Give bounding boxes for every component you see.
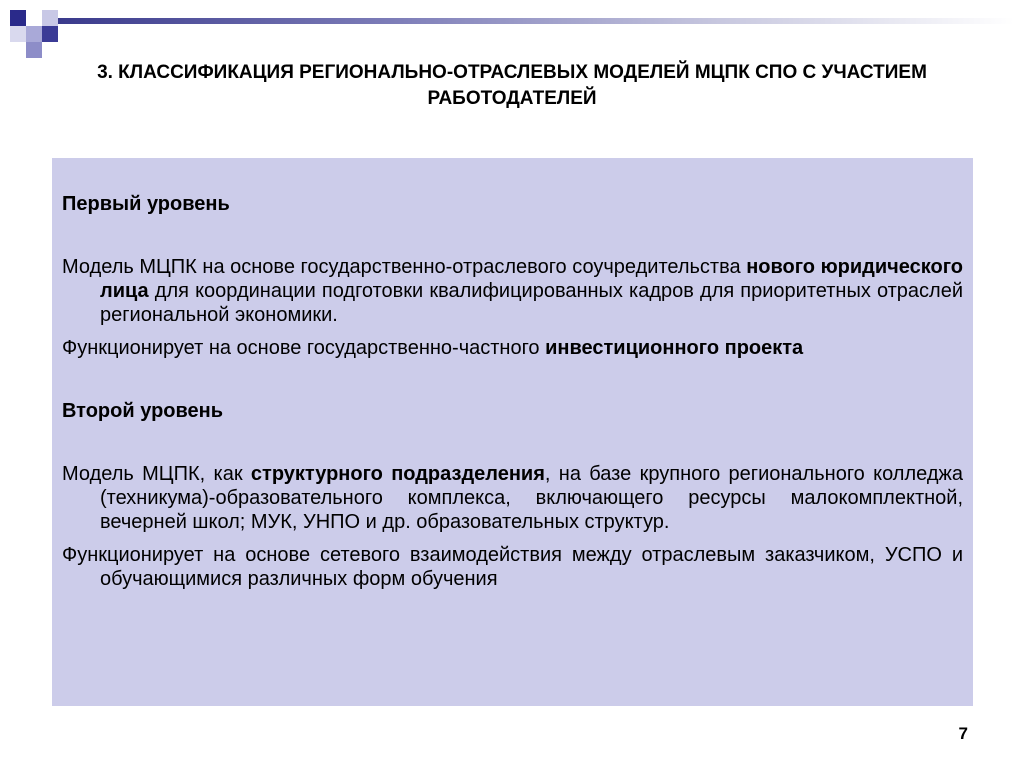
decor-square xyxy=(26,26,42,42)
decor-square xyxy=(26,42,42,58)
slide-title: 3. КЛАССИФИКАЦИЯ РЕГИОНАЛЬНО-ОТРАСЛЕВЫХ МОДЕЛЕЙ МЦПК СПО С УЧАСТИЕМ РАБОТОДАТЕЛЕЙ xyxy=(97,62,927,109)
header-gradient-bar xyxy=(58,18,1014,24)
decor-square xyxy=(10,10,26,26)
level2-paragraph-1: Модель МЦПК, как структурного подразделения, на базе крупного регионального колледжа (техникума)-образовательного комплекса, включающего ресурсы малокомплектной, вечерней школ; МУК, УНПО и др. образовательных структур. xyxy=(62,463,963,533)
decor-square xyxy=(10,26,26,42)
level1-paragraph-1: Модель МЦПК на основе государственно-отраслевого соучредительства нового юридического лица для координации подготовки квалифицированных кадров для приоритетных отраслей региональной экономики. xyxy=(62,256,964,326)
level2-heading: Второй уровень xyxy=(62,400,224,422)
level1-heading: Первый уровень xyxy=(62,193,230,215)
page-number: 7 xyxy=(958,724,968,743)
level1-paragraph-2: Функционирует на основе государственно-частного инвестиционного проекта xyxy=(62,337,804,359)
decor-square xyxy=(42,26,58,42)
emphasis: структурного подразделения xyxy=(250,463,545,485)
content-body xyxy=(62,192,963,591)
emphasis: инвестиционного проекта xyxy=(545,337,804,359)
level2-paragraph-2: Функционирует на основе сетевого взаимодействия между отраслевым заказчиком, УСПО и обучающимися различных форм обучения xyxy=(62,544,963,590)
emphasis: нового юридического лица xyxy=(100,256,964,302)
decor-square xyxy=(42,10,58,26)
